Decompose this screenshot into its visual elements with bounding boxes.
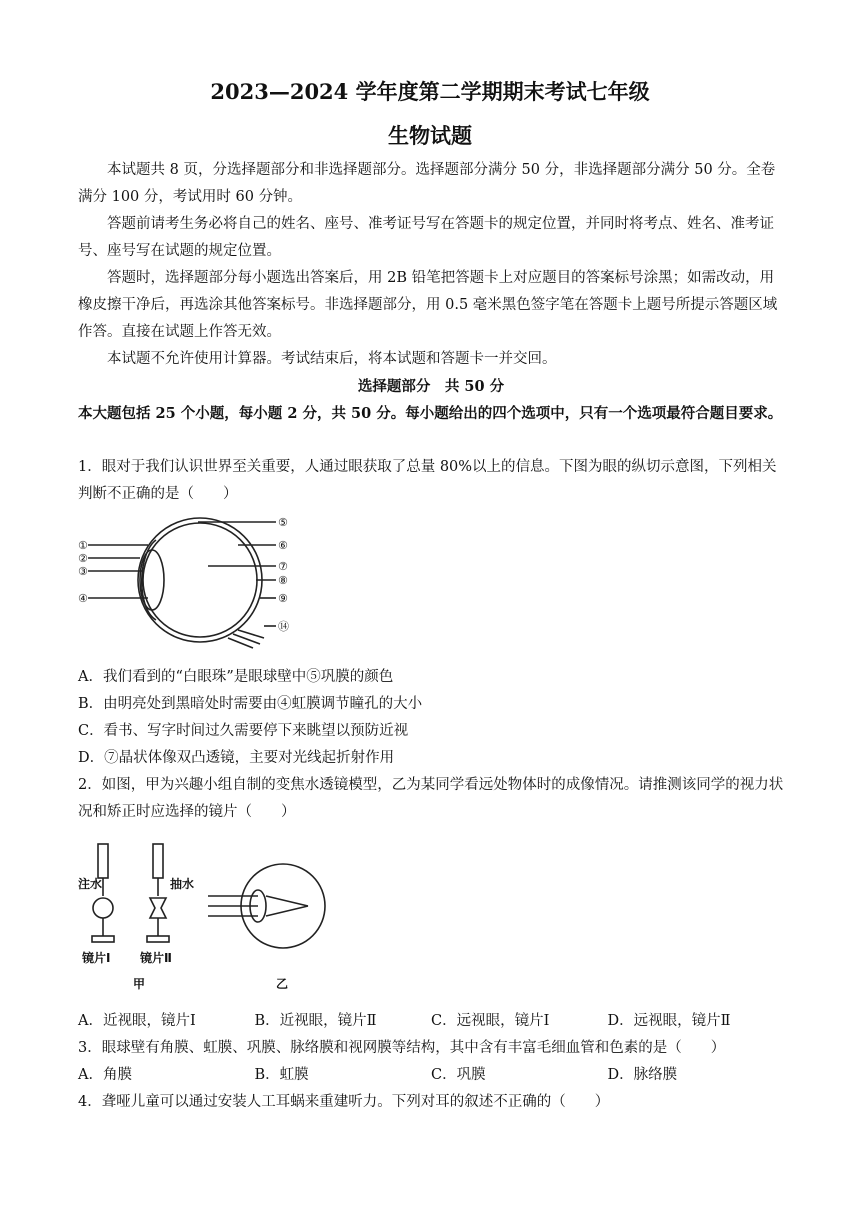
question-2-option-a: A．近视眼，镜片Ⅰ — [78, 1013, 196, 1029]
question-2-option-b: B．近视眼，镜片Ⅱ — [254, 1013, 377, 1029]
question-3-option-d: D．脉络膜 — [607, 1067, 678, 1083]
eye-section-figure — [78, 508, 298, 653]
exam-title: 2023—2024 学年度第二学期期末考试七年级 — [210, 79, 650, 104]
question-3-options — [78, 1062, 784, 1089]
question-2-options — [78, 1008, 784, 1035]
eye-label-8: ⑧ — [278, 574, 288, 587]
lens-1-label: 镜片Ⅰ — [82, 951, 111, 965]
section-intro: 本大题包括 25 个小题，每小题 2 分，共 50 分。每小题给出的四个选项中，只有一个选项最符合题目要求。 — [78, 405, 783, 422]
question-3-option-a: A．角膜 — [78, 1067, 132, 1083]
question-2-option-d: D．远视眼，镜片Ⅱ — [607, 1013, 731, 1029]
eye-label-6: ⑥ — [278, 539, 288, 552]
question-1-option-d: D．⑦晶状体像双凸透镜，主要对光线起折射作用 — [78, 750, 395, 766]
figure-jia-label: 甲 — [133, 977, 146, 991]
lens-2-label: 镜片Ⅱ — [140, 951, 172, 965]
question-1-option-a: A．我们看到的“白眼珠”是眼球壁中⑤巩膜的颜色 — [78, 669, 394, 685]
question-3-option-b: B．虹膜 — [254, 1067, 309, 1083]
question-1-option-c: C．看书、写字时间过久需要停下来眺望以预防近视 — [78, 723, 409, 739]
eye-label-3: ③ — [78, 565, 88, 578]
question-3-stem: 3．眼球壁有角膜、虹膜、巩膜、脉络膜和视网膜等结构，其中含有丰富毛细血管和色素的是（ ） — [78, 1040, 726, 1056]
eye-label-2: ② — [78, 552, 88, 565]
lens-model-figure — [78, 836, 348, 996]
inject-water-label: 注水 — [78, 877, 103, 891]
question-2-option-c: C．远视眼，镜片Ⅰ — [431, 1013, 550, 1029]
question-4-stem: 4．聋哑儿童可以通过安装人工耳蜗来重建听力。下列对耳的叙述不正确的（ ） — [78, 1094, 610, 1110]
eye-label-4: ④ — [78, 592, 88, 605]
exam-subtitle: 生物试题 — [388, 123, 472, 148]
question-1-option-b: B．由明亮处到黑暗处时需要由④虹膜调节瞳孔的大小 — [78, 696, 423, 712]
eye-label-7: ⑦ — [278, 560, 288, 573]
eye-label-14: ⑭ — [278, 620, 289, 633]
eye-label-1: ① — [78, 539, 88, 552]
instruction-1: 本试题共 8 页，分选择题部分和非选择题部分。选择题部分满分 50 分，非选择题部分满分 50 分。全卷满分 100 分，考试用时 60 分钟。 — [78, 162, 776, 205]
eye-label-5: ⑤ — [278, 516, 288, 529]
draw-water-label: 抽水 — [170, 877, 195, 891]
instruction-4: 本试题不允许使用计算器。考试结束后，将本试题和答题卡一并交回。 — [107, 351, 557, 367]
question-3-option-c: C．巩膜 — [431, 1067, 486, 1083]
eye-label-9: ⑨ — [278, 592, 288, 605]
question-2-stem: 2．如图，甲为兴趣小组自制的变焦水透镜模型，乙为某同学看远处物体时的成像情况。请推测该同学的视力状况和矫正时应选择的镜片（ ） — [78, 777, 784, 820]
instruction-3: 答题时，选择题部分每小题选出答案后，用 2B 铅笔把答题卡上对应题目的答案标号涂黑；如需改动，用橡皮擦干净后，再选涂其他答案标号。非选择题部分，用 0.5 毫米黑色签字笔在答题卡上题号所提示答题区域作答。直接在试题上作答无效。 — [78, 270, 778, 340]
instruction-2: 答题前请考生务必将自己的姓名、座号、准考证号写在答题卡的规定位置，并同时将考点、姓名、准考证号、座号写在试题的规定位置。 — [78, 216, 774, 259]
section-heading: 选择题部分 共 50 分 — [357, 378, 505, 395]
question-1-stem: 1．眼对于我们认识世界至关重要，人通过眼获取了总量 80%以上的信息。下图为眼的纵切示意图，下列相关判断不正确的是（ ） — [78, 459, 777, 502]
figure-yi-label: 乙 — [276, 977, 289, 991]
